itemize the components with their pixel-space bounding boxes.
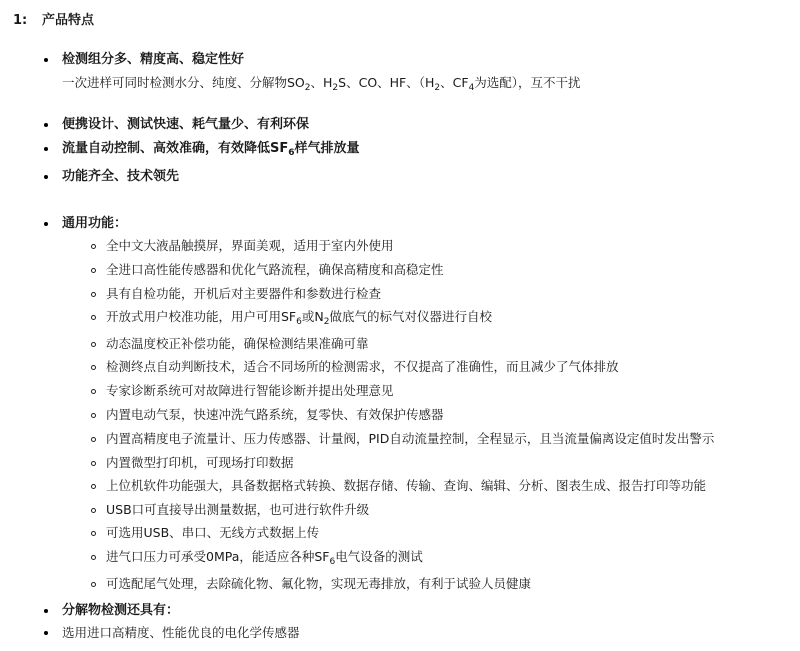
circle-bullet-icon: [91, 365, 96, 370]
bullet-icon: [44, 609, 48, 613]
circle-bullet-icon: [91, 413, 96, 418]
general-function-item: 全中文大液晶触摸屏，界面美观，适用于室内外使用: [106, 238, 394, 253]
general-function-item: 检测终点自动判断技术，适合不同场所的检测需求，不仅提高了准确性，而且减少了气体排放: [106, 359, 619, 374]
general-function-item: 可选配尾气处理，去除硫化物、氟化物，实现无毒排放，有利于试验人员健康: [106, 576, 532, 591]
bullet-icon: [44, 222, 48, 226]
circle-bullet-icon: [91, 268, 96, 273]
circle-bullet-icon: [91, 292, 96, 297]
feature-title-2: 便携设计、测试快速、耗气量少、有利环保: [62, 117, 310, 132]
general-function-item: 内置高精度电子流量计、压力传感器、计量阀，PID自动流量控制，全程显示，且当流量偏离设定值时发出警示: [106, 431, 715, 446]
general-function-item: 专家诊断系统可对故障进行智能诊断并提出处理意见: [106, 383, 394, 398]
section-number: 1:: [13, 13, 28, 28]
analysis-item: 选用进口高精度、性能优良的电化学传感器: [62, 625, 300, 640]
general-function-item: USB口可直接导出测量数据，也可进行软件升级: [106, 502, 370, 517]
circle-bullet-icon: [91, 342, 96, 347]
general-function-item: 内置微型打印机，可现场打印数据: [106, 455, 294, 470]
feature-title-3: 流量自动控制、高效准确，有效降低$SF_6$样气排放量: [62, 141, 360, 158]
bullet-icon: [44, 631, 48, 635]
feature-desc-1: 一次进样可同时检测水分、纯度、分解物$SO_2$、$H_2S$、CO、HF、（$H_2$、$CF_4$为选配），互不干扰: [62, 75, 581, 93]
circle-bullet-icon: [91, 582, 96, 587]
general-function-item: 动态温度校正补偿功能，确保检测结果准确可靠: [106, 336, 369, 351]
circle-bullet-icon: [91, 555, 96, 560]
bullet-icon: [44, 58, 48, 62]
circle-bullet-icon: [91, 389, 96, 394]
circle-bullet-icon: [91, 461, 96, 466]
general-function-item: 进气口压力可承受0MPa，能适应各种$SF_6$电气设备的测试: [106, 549, 423, 567]
general-function-item: 可选用USB、串口、无线方式数据上传: [106, 525, 320, 540]
circle-bullet-icon: [91, 315, 96, 320]
general-function-item: 开放式用户校准功能，用户可用$SF_6$或$N_2$做底气的标气对仪器进行自校: [106, 309, 492, 327]
bullet-icon: [44, 147, 48, 151]
circle-bullet-icon: [91, 437, 96, 442]
general-function-item: 具有自检功能，开机后对主要器件和参数进行检查: [106, 286, 382, 301]
feature-title-4: 功能齐全、技术领先: [62, 169, 180, 184]
bullet-icon: [44, 123, 48, 127]
circle-bullet-icon: [91, 244, 96, 249]
bullet-icon: [44, 175, 48, 179]
general-function-item: 上位机软件功能强大，具备数据格式转换、数据存储、传输、查询、编辑、分析、图表生成、报告打印等功能: [106, 478, 707, 493]
circle-bullet-icon: [91, 531, 96, 536]
section-title: 产品特点: [42, 13, 95, 28]
feature-title-1: 检测组分多、精度高、稳定性好: [62, 52, 245, 67]
general-function-item: 内置电动气泵，快速冲洗气路系统，复零快、有效保护传感器: [106, 407, 444, 422]
general-function-item: 全进口高性能传感器和优化气路流程，确保高精度和高稳定性: [106, 262, 444, 277]
circle-bullet-icon: [91, 508, 96, 513]
general-title: 通用功能：: [62, 216, 128, 231]
analysis-title: 分解物检测还具有：: [62, 603, 180, 618]
circle-bullet-icon: [91, 484, 96, 489]
